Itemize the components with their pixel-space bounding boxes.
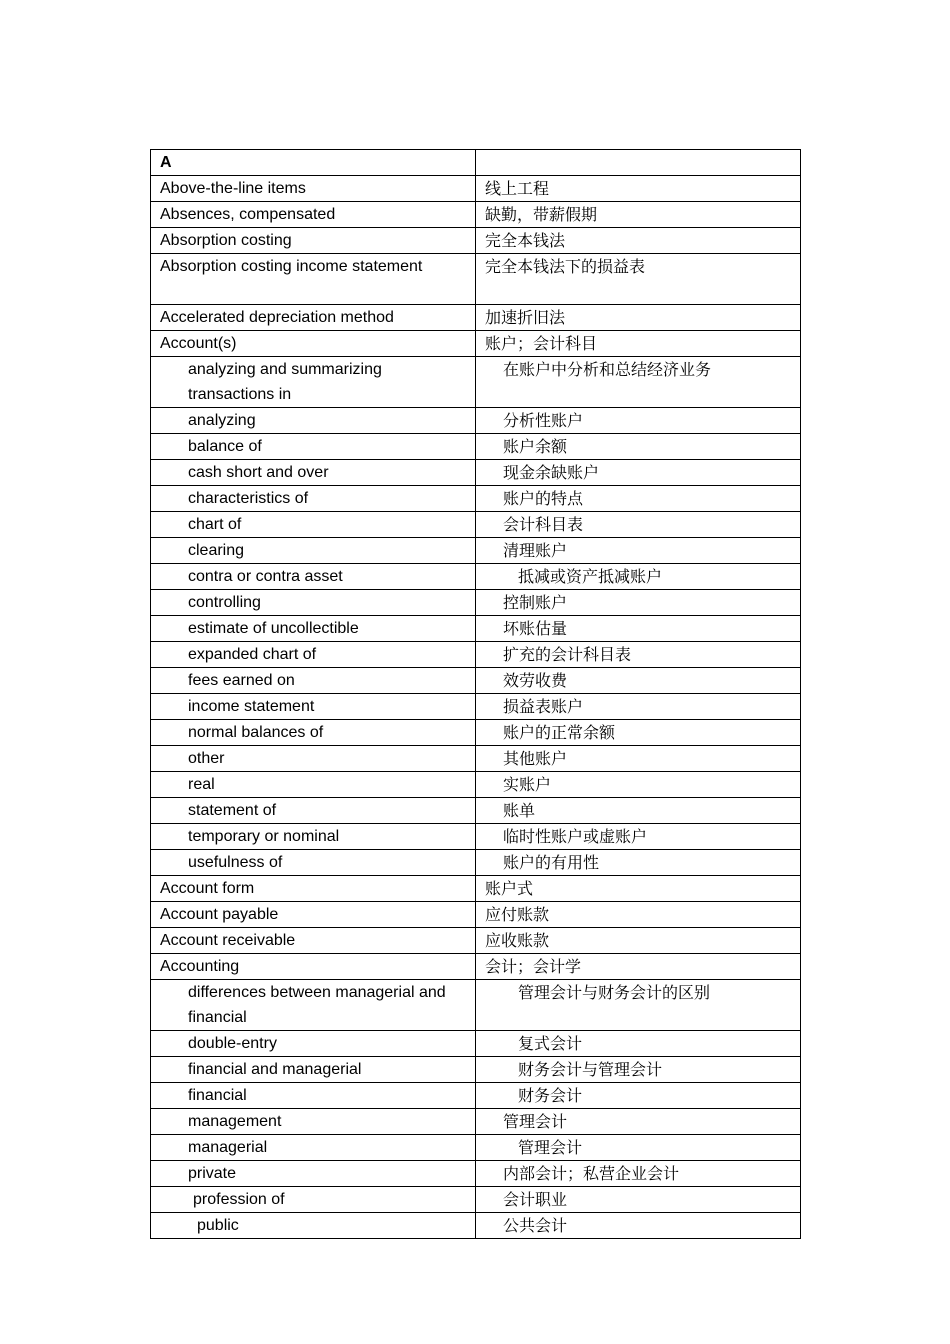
translation-text: 应付账款: [485, 905, 550, 924]
translation-cell: [476, 1187, 801, 1213]
term-text: financial: [188, 1087, 247, 1104]
table-row: [151, 202, 801, 228]
term-cell: [151, 642, 476, 668]
term-cell: [151, 954, 476, 980]
term-text: expanded chart of: [188, 646, 317, 663]
term-text: Accelerated depreciation method: [160, 309, 394, 326]
term-text: normal balances of: [188, 724, 324, 741]
translation-cell: [476, 1161, 801, 1187]
translation-cell: [476, 1135, 801, 1161]
term-text: controlling: [188, 594, 261, 611]
term-cell: [151, 564, 476, 590]
translation-text: 扩充的会计科目表: [503, 645, 632, 664]
translation-text: 账户式: [485, 879, 534, 898]
translation-text: 坏账估量: [503, 619, 568, 638]
term-text: estimate of uncollectible: [188, 620, 359, 637]
term-text: Account form: [160, 880, 255, 897]
term-cell: [151, 616, 476, 642]
table-row: [151, 1161, 801, 1187]
translation-text: 效劳收费: [503, 671, 568, 690]
translation-cell: [476, 1057, 801, 1083]
translation-cell: [476, 1083, 801, 1109]
translation-cell: [476, 954, 801, 980]
translation-text: 财务会计: [518, 1086, 583, 1105]
translation-text: 线上工程: [485, 179, 550, 198]
term-text: Above-the-line items: [160, 180, 306, 197]
term-text: private: [188, 1165, 237, 1182]
term-text: analyzing: [188, 412, 256, 429]
translation-cell: [476, 538, 801, 564]
term-cell: [151, 486, 476, 512]
table-row: [151, 512, 801, 538]
term-cell: [151, 1135, 476, 1161]
translation-text: 缺勤，带薪假期: [485, 205, 598, 224]
table-row: [151, 1109, 801, 1135]
term-text: cash short and over: [188, 464, 329, 481]
translation-text: 完全本钱法: [485, 231, 566, 250]
term-text: Account receivable: [160, 932, 296, 949]
term-text: Absorption costing: [160, 232, 292, 249]
translation-cell: [476, 590, 801, 616]
translation-text: 财务会计与管理会计: [518, 1060, 663, 1079]
table-row: [151, 798, 801, 824]
translation-text: 公共会计: [503, 1216, 568, 1235]
translation-text: 账户的正常余额: [503, 723, 616, 742]
translation-text: 在账户中分析和总结经济业务: [503, 360, 712, 379]
term-text: statement of: [188, 802, 277, 819]
translation-cell: [476, 486, 801, 512]
term-cell: [151, 1213, 476, 1239]
translation-text: 其他账户: [503, 749, 568, 768]
translation-cell: [476, 357, 801, 408]
translation-cell: [476, 202, 801, 228]
translation-cell: [476, 928, 801, 954]
term-cell: [151, 980, 476, 1031]
translation-text: 现金余缺账户: [503, 463, 600, 482]
table-row: [151, 590, 801, 616]
translation-cell: [476, 1031, 801, 1057]
translation-text: 账户；会计科目: [485, 334, 598, 353]
translation-cell: [476, 616, 801, 642]
term-cell: [151, 928, 476, 954]
table-row: [151, 1135, 801, 1161]
translation-text: 清理账户: [503, 541, 568, 560]
translation-text: 损益表账户: [503, 697, 584, 716]
term-text: balance of: [188, 438, 262, 455]
term-text: income statement: [188, 698, 315, 715]
translation-cell: [476, 642, 801, 668]
table-row: [151, 460, 801, 486]
table-row: [151, 824, 801, 850]
section-letter: A: [160, 154, 172, 171]
table-row: [151, 538, 801, 564]
term-text: Accounting: [160, 958, 240, 975]
table-row: [151, 228, 801, 254]
term-cell: [151, 590, 476, 616]
translation-text: 会计；会计学: [485, 957, 582, 976]
term-cell: [151, 305, 476, 331]
translation-cell: [476, 228, 801, 254]
term-text: clearing: [188, 542, 245, 559]
glossary-table: [150, 149, 801, 1239]
table-row: [151, 1083, 801, 1109]
translation-text: 账户余额: [503, 437, 568, 456]
term-cell: [151, 720, 476, 746]
translation-text: 临时性账户或虚账户: [503, 827, 648, 846]
term-text: usefulness of: [188, 854, 283, 871]
table-row: [151, 928, 801, 954]
term-cell: [151, 902, 476, 928]
table-row: [151, 850, 801, 876]
translation-text: 分析性账户: [503, 411, 584, 430]
term-cell: [151, 1109, 476, 1135]
term-text: fees earned on: [188, 672, 295, 689]
table-row: [151, 954, 801, 980]
term-cell: [151, 357, 476, 408]
term-cell: [151, 512, 476, 538]
translation-text: 会计职业: [503, 1190, 568, 1209]
term-text: Account(s): [160, 335, 237, 352]
table-row: [151, 902, 801, 928]
term-text: contra or contra asset: [188, 568, 343, 585]
translation-text: 账户的特点: [503, 489, 584, 508]
table-row: [151, 980, 801, 1031]
table-row: [151, 305, 801, 331]
translation-text: 加速折旧法: [485, 308, 566, 327]
table-row: [151, 642, 801, 668]
term-cell: [151, 876, 476, 902]
translation-text: 完全本钱法下的损益表: [485, 257, 646, 276]
term-cell: [151, 228, 476, 254]
translation-text: 管理会计与财务会计的区别: [518, 983, 711, 1002]
term-text: double-entry: [188, 1035, 277, 1052]
translation-text: 账单: [503, 801, 536, 820]
table-row: [151, 616, 801, 642]
translation-cell: [476, 176, 801, 202]
term-cell: [151, 202, 476, 228]
term-cell: [151, 798, 476, 824]
table-row: [151, 331, 801, 357]
section-header-row: [151, 150, 801, 176]
translation-cell: [476, 850, 801, 876]
term-cell: [151, 1187, 476, 1213]
term-text: Account payable: [160, 906, 279, 923]
translation-cell: [476, 434, 801, 460]
translation-cell: [476, 254, 801, 305]
translation-text: 内部会计；私营企业会计: [503, 1164, 680, 1183]
term-cell: [151, 538, 476, 564]
translation-cell: [476, 746, 801, 772]
term-cell: [151, 1057, 476, 1083]
term-text: differences between managerial and financial: [188, 984, 446, 1026]
table-row: [151, 1031, 801, 1057]
table-row: [151, 720, 801, 746]
section-letter-cell: [151, 150, 476, 176]
term-text: real: [188, 776, 215, 793]
term-text: analyzing and summarizing transactions in: [188, 361, 382, 403]
glossary-table-body: [151, 150, 801, 1239]
table-row: [151, 564, 801, 590]
term-cell: [151, 1161, 476, 1187]
table-row: [151, 746, 801, 772]
translation-text: 管理会计: [503, 1112, 568, 1131]
term-cell: [151, 668, 476, 694]
term-cell: [151, 694, 476, 720]
translation-cell: [476, 408, 801, 434]
term-text: management: [188, 1113, 282, 1130]
translation-cell: [476, 1109, 801, 1135]
translation-cell: [476, 331, 801, 357]
translation-text: 账户的有用性: [503, 853, 600, 872]
translation-cell: [476, 824, 801, 850]
term-cell: [151, 176, 476, 202]
table-row: [151, 254, 801, 305]
term-cell: [151, 331, 476, 357]
translation-cell: [476, 980, 801, 1031]
term-cell: [151, 408, 476, 434]
table-row: [151, 1187, 801, 1213]
translation-cell: [476, 305, 801, 331]
table-row: [151, 876, 801, 902]
table-row: [151, 486, 801, 512]
translation-text: 会计科目表: [503, 515, 584, 534]
translation-cell: [476, 668, 801, 694]
table-row: [151, 176, 801, 202]
term-text: temporary or nominal: [188, 828, 340, 845]
table-row: [151, 772, 801, 798]
translation-text: 应收账款: [485, 931, 550, 950]
table-row: [151, 1057, 801, 1083]
table-row: [151, 357, 801, 408]
term-cell: [151, 254, 476, 305]
translation-cell: [476, 1213, 801, 1239]
translation-cell: [476, 720, 801, 746]
translation-cell: [476, 564, 801, 590]
term-text: managerial: [188, 1139, 268, 1156]
term-cell: [151, 824, 476, 850]
translation-cell: [476, 902, 801, 928]
translation-text: 抵减或资产抵减账户: [518, 567, 663, 586]
section-translation-cell: [476, 150, 801, 176]
translation-cell: [476, 460, 801, 486]
translation-text: 复式会计: [518, 1034, 583, 1053]
term-text: other: [188, 750, 225, 767]
term-text: characteristics of: [188, 490, 309, 507]
translation-cell: [476, 694, 801, 720]
term-text: chart of: [188, 516, 242, 533]
term-cell: [151, 1083, 476, 1109]
term-cell: [151, 1031, 476, 1057]
term-cell: [151, 460, 476, 486]
term-cell: [151, 850, 476, 876]
translation-cell: [476, 798, 801, 824]
translation-text: 控制账户: [503, 593, 568, 612]
table-row: [151, 408, 801, 434]
table-row: [151, 694, 801, 720]
term-cell: [151, 434, 476, 460]
term-text: Absorption costing income statement: [160, 258, 423, 275]
translation-cell: [476, 772, 801, 798]
table-row: [151, 1213, 801, 1239]
term-cell: [151, 772, 476, 798]
translation-cell: [476, 876, 801, 902]
translation-text: 管理会计: [518, 1138, 583, 1157]
term-text: Absences, compensated: [160, 206, 336, 223]
term-text: public: [197, 1217, 239, 1234]
term-cell: [151, 746, 476, 772]
table-row: [151, 668, 801, 694]
term-text: profession of: [193, 1191, 285, 1208]
table-row: [151, 434, 801, 460]
translation-text: 实账户: [503, 775, 552, 794]
term-text: financial and managerial: [188, 1061, 362, 1078]
translation-cell: [476, 512, 801, 538]
